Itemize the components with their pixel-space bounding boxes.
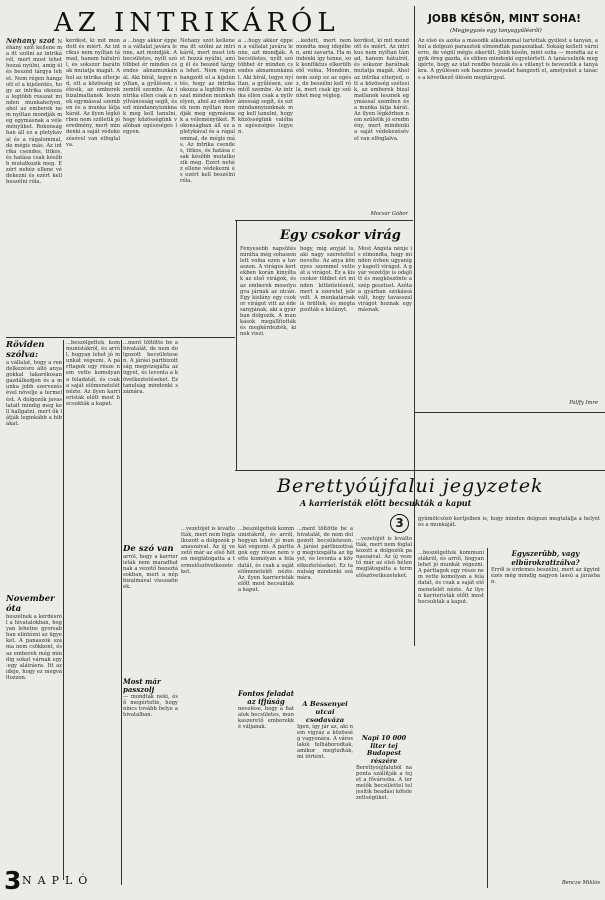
berettyo-col2-text: ...ment töltötte be a hivatalát, de nem dolgozott becsületesen. A járási pártbizottság megvizsgálta az ügyet, és levonta a következtetéseket. Ez tanulság mindenki számára. xyxy=(123,340,178,395)
de-szo-van-section xyxy=(123,544,178,674)
berettyo-col4 xyxy=(238,526,294,686)
egyszeru-title: Egyszerűbb, vagy elbürokratizálva? xyxy=(511,550,580,567)
lead-word: Néhány szót xyxy=(6,38,55,45)
berettyo-subtitle: A karrieristák előtt becsukták a kaput xyxy=(300,498,472,508)
lead-article-col2-text: kérdést, ki mit mondott és miért. Az intrikus nem nyíltan támad, hanem hátulról, és sokszor barátnak mutatja magát. Ahol az intrika elterjed, ott a közösség szétesik, az emberek bizalmatlanok lesznek egymással szemben és a munka látja kárát. Az ilyen légkörben nem születik jó eredmény, mert mindenki a saját védekezésével van elfoglalva. xyxy=(66,38,120,148)
berettyo-number-badge: 3 xyxy=(390,514,409,533)
fontos-feladat-section xyxy=(238,690,294,885)
bessenyei-text: Igen, így jár az, aki nem vigyáz a közösség vagyonára. A város lakói felháborodtak, amikor megtudták, mi történt. xyxy=(297,724,353,761)
lead-article-col3-text: a ...hogy akkor éppen a vállalat javára lenne, azt mondják. A becsületes, nyílt szó többet ér minden csendes aknamunkánál. Aki bírál, tegye nyíltan, a gyűlésen, szemtől szembe. Az intrika ellen csak a nyilvánosság segít, és ezt mindannyiunknak meg kell tanulni, hogy közösségünk valóban egészséges legyen. xyxy=(123,38,177,136)
lead-article-col2 xyxy=(66,38,120,338)
berettyo-col3 xyxy=(181,526,235,886)
berettyo-col7 xyxy=(418,550,484,886)
lead-article-col1 xyxy=(6,38,62,338)
right-top-signature: Pálffy Imre xyxy=(569,400,598,406)
right-column-rule xyxy=(414,6,415,646)
right-top-body: Az első és azóta a második alkalommal tartottak gyűlést a tanyán, ahol a dolgozó parasztok elmondták panaszaikat. Sokáig kellett várni erre, de végül mégis sikerült. Jobb későn, mint soha — mondta az egyik öreg gazda, és ebben mindenki egyetértett. A tanácselnök megígérte, hogy az utat rendbe hozzák és a villanyt is bevezetik a tanyákra. A gyűlésen sok hasznos javaslat hangzott el, amelyeket a tanács a következő ülésén megtárgyal. xyxy=(418,38,598,81)
most-mar-text: — mondták neki, és ő megértette, hogy nincs tovább helye a hivatalban. xyxy=(123,694,178,719)
flower-col1: Fényesebb napsütés mintha még sohasem lett volna ezen a tavaszon. A virágos kertekben korán kinyíltak az első virágok, és az emberek mosolyogva járnak az utcán. Egy kislány egy csokor virágot vitt az édesanyjának, aki a gyárban dolgozik. A munkások megállították és megkérdezték, kinek viszi. xyxy=(240,246,296,338)
berettyo-col3-text: ...vezetőjét is leváltották, mert nem foglalkozott a dolgozók panaszaival. Az új vezető már az első héten meglátogatta a termelőszövetkezeteket. xyxy=(181,526,235,575)
berettyo-right-rule xyxy=(487,548,488,888)
fontos-feladat-text: nevelése, hogy a fiatalok becsületes, munkaszerető emberekké váljanak. xyxy=(238,706,294,731)
lead-article-col1-text: Néhány szót kellene ma itt szólni az intrikáról, mert most lehet hozzá nyúlni, amíg él és beszéd tárgya lehet. Nem régen hangzott el a kijelentés, hogy az intrika okozza a legtöbb rosszat minden munkahelyen, ahol az emberek nem nyíltan mondják meg egymásnak a véleményüket. Rokonságban áll ez a pletykával és a rágalommal, de mégis más. Az intrika csendes, titkos, és hatása csak később mutatkozik meg. Ezért nehéz ellene védekezni és ezért kell beszélni róla. xyxy=(6,39,62,186)
lead-article-col6 xyxy=(296,38,351,210)
napi-tej-title: Napi 10 000 liter tej Budapest részére xyxy=(361,735,407,765)
page-number: 3 xyxy=(4,866,22,895)
right-top-subtitle: (Megjegyzés egy tanyagyűlésről) xyxy=(450,28,542,34)
napi-tej-section xyxy=(356,735,412,885)
flower-top-rule xyxy=(235,220,413,221)
napi-tej-text: Berettyóújfaluból naponta szállítják a tejet a fővárosba. A termelők becsülettel teljesítik beadási kötelezettségüket. xyxy=(356,765,412,802)
egyszeru-text: Erről is érdemes beszélni, mert az ügyintézés még mindig nagyon lassú a járásban. xyxy=(491,567,600,586)
lead-article-col7-text: kérdést, ki mit mondott és miért. Az intrikus nem nyíltan támad, hanem hátulról, és sokszor barátnak mutatja magát. Ahol az intrika elterjed, ott a közösség szétesik, az emberek bizalmatlanok lesznek egymással szemben és a munka látja kárát. Az ilyen légkörben nem születik jó eredmény, mert mindenki a saját védekezésével van elfoglalva. xyxy=(354,38,409,142)
left-column xyxy=(6,340,62,880)
lead-article-col4-text: Néhány szót kellene ma itt szólni az intrikáról, mert most lehet hozzá nyúlni, amíg él és beszéd tárgya lehet. Nem régen hangzott el a kijelentés, hogy az intrika okozza a legtöbb rosszat minden munkahelyen, ahol az emberek nem nyíltan mondják meg egymásnak a véleményüket. Rokonságban áll ez a pletykával és a rágalommal, de mégis más. Az intrika csendes, titkos, és hatása csak később mutatkozik meg. Ezért nehéz ellene védekezni és ezért kell beszélni róla. xyxy=(180,38,235,185)
lead-article-col6-text: ...kedett, mert nem mondta meg idejében, ami zavarta. Ha mindenki így tenne, sok konfliktus elkerülhető volna. Mondom, nem szép ez az egész, de beszélni kell róla, mert csak így szűnhet meg végleg. xyxy=(296,38,351,99)
berettyo-col1-text: ...beszélgettek kommunistákról, és arról, hogyan lehet jó munkát végezni. A párttagok egy része nem vette komolyan a feladatát, és csak a saját előmenetelét nézte. Az ilyen karrieristák előtt most becsukták a kaput. xyxy=(66,340,120,407)
lead-article-title: AZ INTRIKÁRÓL xyxy=(54,8,340,38)
left-text1: a vállalat, hogy a rendelkezésre álló anyagokkal takarékosan gazdálkodjon és a munka jobb szervezésével növelje a termelést. A dolgozók javaslatait mindig meg kell hallgatni, mert ők látják leginkább a hibákat. xyxy=(6,360,62,427)
lead-article-signature: Mocsár Gábor xyxy=(370,211,408,217)
lead-article-col5-text: a ...hogy akkor éppen a vállalat javára lenne, azt mondják. A becsületes, nyílt szó többet ér minden csendes aknamunkánál. Aki bírál, tegye nyíltan, a gyűlésen, szemtől szembe. Az intrika ellen csak a nyilvánosság segít, és ezt mindannyiunknak meg kell tanulni, hogy közösségünk valóban egészséges legyen. xyxy=(238,38,293,136)
berettyo-col6-text: ...vezetőjét is leváltották, mert nem foglalkozott a dolgozók panaszaival. Az új vezető már az első héten meglátogatta a termelőszövetkezeteket. xyxy=(356,536,412,579)
egyszeru-section xyxy=(491,550,600,875)
right-top-title: JOBB KÉSŐN, MINT SOHA! xyxy=(428,13,581,25)
lead-article-col3 xyxy=(123,38,177,338)
lead-article-col4 xyxy=(180,38,235,218)
most-mar-title: Most már passzolj xyxy=(123,678,161,694)
flower-title: Egy csokor virág xyxy=(280,228,401,243)
paper-name: NAPLÓ xyxy=(22,874,94,887)
berettyo-col7-text: ...beszélgettek kommunistákról, és arról, hogyan lehet jó munkát végezni. A párttagok egy része nem vette komolyan a feladatát, és csak a saját előmenetelét nézte. Az ilyen karrieristák előtt most becsukták a kaput. xyxy=(418,550,484,605)
col-rule-2 xyxy=(121,340,122,885)
left-text2: beszélnek a kérdésről a hivatalokban, hogyan lehetne gyorsabban elintézni az ügyeket. A panaszok száma nem csökkent, és az emberek még mindig sokat várnak egy-egy aláírásra. Itt az ideje, hogy ez megváltozzon. xyxy=(6,614,62,681)
col-rule-3 xyxy=(236,220,237,470)
berettyo-col2 xyxy=(123,340,178,540)
bessenyei-title: A Bessenyei utcai csodaváza xyxy=(302,700,348,724)
fontos-feladat-title: Fontos feladat az ifjúság xyxy=(238,690,294,706)
berettyo-col5 xyxy=(297,526,353,696)
left-sub2: November óta xyxy=(6,594,55,614)
berettyo-col6 xyxy=(356,536,412,726)
de-szo-van-title: De szó van xyxy=(123,544,174,554)
most-mar-section xyxy=(123,678,178,883)
berettyo-col1 xyxy=(66,340,120,880)
lead-bottom-rule xyxy=(6,337,235,338)
right-top-bottom-rule xyxy=(414,412,605,413)
berettyo-top-rule xyxy=(235,470,605,471)
col-rule-1 xyxy=(63,340,64,880)
berettyo-title: Berettyóújfalui jegyzetek xyxy=(277,475,544,497)
flower-col3: Most Angéla nénje is elmondta, hogy minden évben ugyanígy kapott virágot. A gyár vezetője is odajött és megköszönte a szép gesztust. Azóta a gyárban szokássá vált, hogy tavasszal virágot hoznak egymásnak. xyxy=(358,246,412,313)
bessenyei-section xyxy=(297,700,353,885)
flower-col2: hogy, mig anyját is, aki nagy szeretettel nevelte. Az anya könnyes szemmel vette át a virágot. Ez a kis csokor többet ért minden kitüntetésnél, mert a szeretet jele volt. A munkatársak is örültek, és megtapsolták a kislányt. xyxy=(300,246,355,313)
de-szo-van-text: arról, hogy a karrieristák nem maradhatnak a vezető beosztásokban, mert a nép bizalmával visszaélnek. xyxy=(123,554,178,591)
berettyo-col5-text: ...ment töltötte be a hivatalát, de nem dolgozott becsületesen. A járási pártbizottság megvizsgálta az ügyet, és levonta a következtetéseket. Ez tanulság mindenki számára. xyxy=(297,526,353,581)
berettyo-right-intro: gyümölcsöző kertjeiben is, hogy minden dolgozó megtalálja a helyét és a munkáját. xyxy=(418,516,600,529)
berettyo-col4-text: ...beszélgettek kommunistákról, és arról, hogyan lehet jó munkát végezni. A párttagok egy része nem vette komolyan a feladatát, és csak a saját előmenetelét nézte. Az ilyen karrieristák előtt most becsukták a kaput. xyxy=(238,526,294,593)
lead-article-col5 xyxy=(238,38,293,218)
left-sub1: Röviden szólva: xyxy=(6,340,45,360)
berettyo-signature: Bencze Miklós xyxy=(561,880,600,886)
lead-article-col7 xyxy=(354,38,409,210)
